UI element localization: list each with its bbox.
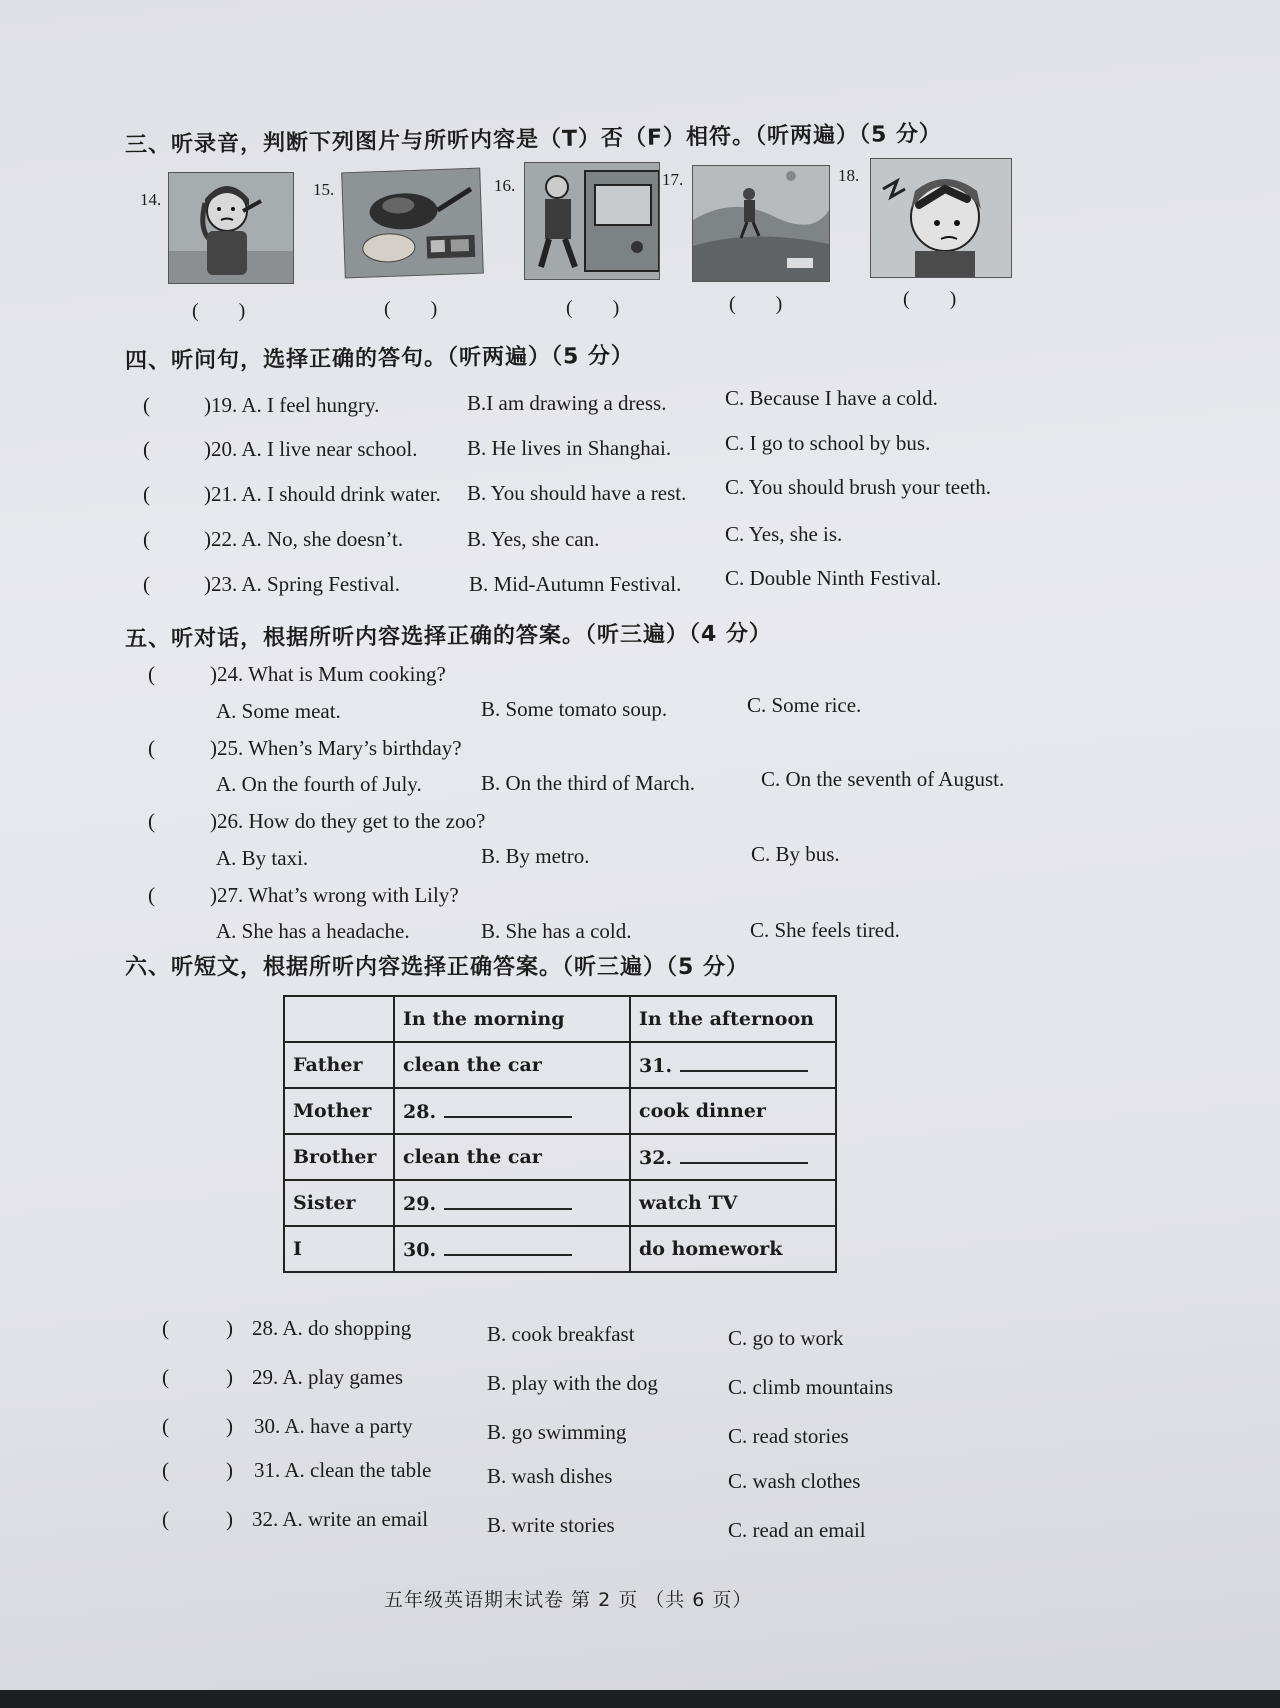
option-b: B. play with the dog xyxy=(487,1371,658,1395)
option-a: 31. A. clean the table xyxy=(254,1458,432,1482)
option-b: B. go swimming xyxy=(487,1420,627,1444)
question-stem: )25. When’s Mary’s birthday? xyxy=(210,736,462,760)
table-cell-who: I xyxy=(284,1226,394,1272)
answer-paren[interactable]: ( xyxy=(162,1316,169,1340)
answer-paren-close: ) xyxy=(226,1507,233,1531)
answer-paren[interactable]: ( xyxy=(148,883,155,907)
table-cell-who: Sister xyxy=(284,1180,394,1226)
table-row xyxy=(284,1134,836,1180)
answer-paren[interactable]: ( xyxy=(148,736,155,760)
option-b: B. You should have a rest. xyxy=(467,481,687,505)
answer-paren[interactable]: ( xyxy=(162,1507,169,1531)
option-b: B. wash dishes xyxy=(487,1464,613,1488)
answer-paren[interactable]: ( xyxy=(143,572,150,596)
option-a: 32. A. write an email xyxy=(252,1507,429,1531)
answer-paren-18[interactable]: () xyxy=(903,288,997,310)
option-a: A. On the fourth of July. xyxy=(216,772,422,796)
option-b: B. Yes, she can. xyxy=(467,527,600,551)
option-a: A. She has a headache. xyxy=(216,919,410,943)
answer-paren[interactable]: ( xyxy=(143,482,150,506)
option-c: C. By bus. xyxy=(751,842,840,866)
option-b: B.I am drawing a dress. xyxy=(467,391,667,415)
cooking-food-picture xyxy=(341,168,484,279)
option-c: C. read an email xyxy=(728,1518,866,1542)
option-c: C. wash clothes xyxy=(728,1469,861,1493)
option-c: C. Some rice. xyxy=(747,693,862,717)
answer-paren-17[interactable]: () xyxy=(729,293,823,315)
table-cell-who: Brother xyxy=(284,1134,394,1180)
question-stem: )22. A. No, she doesn’t. xyxy=(204,527,404,551)
answer-paren-14[interactable]: () xyxy=(192,300,286,322)
question-stem: )20. A. I live near school. xyxy=(204,437,418,461)
option-a: 28. A. do shopping xyxy=(252,1316,412,1340)
option-c: C. You should brush your teeth. xyxy=(725,475,992,499)
option-b: B. cook breakfast xyxy=(487,1322,635,1346)
blank-number: 31. xyxy=(639,1054,673,1077)
section-6-heading: 六、听短文，根据所听内容选择正确答案。（听三遍）（5 分） xyxy=(125,955,749,980)
answer-blank[interactable] xyxy=(444,1192,572,1210)
table-cell-morning[interactable] xyxy=(394,1088,630,1134)
option-b: B. write stories xyxy=(487,1513,615,1537)
answer-paren-close: ) xyxy=(226,1458,233,1482)
question-stem: )19. A. I feel hungry. xyxy=(204,393,380,417)
option-a: 30. A. have a party xyxy=(254,1414,413,1438)
section-3-heading: 三、听录音，判断下列图片与所听内容是（T）否（F）相符。（听两遍）（5 分） xyxy=(124,121,943,158)
item-16-number: 16. xyxy=(494,176,516,195)
answer-paren[interactable]: ( xyxy=(148,662,155,686)
table-cell-afternoon[interactable] xyxy=(630,1042,836,1088)
item-18-number: 18. xyxy=(838,166,860,185)
item-17-number: 17. xyxy=(662,170,684,189)
boy-with-headache-picture xyxy=(870,158,1012,278)
answer-paren-15[interactable]: () xyxy=(384,298,478,320)
table-row xyxy=(284,1042,836,1088)
schedule-table xyxy=(283,995,837,1273)
answer-blank[interactable] xyxy=(444,1238,572,1256)
table-cell-who: Father xyxy=(284,1042,394,1088)
table-row xyxy=(284,1226,836,1272)
blank-number: 28. xyxy=(403,1100,437,1123)
answer-paren-close: ) xyxy=(226,1316,233,1340)
item-14-number: 14. xyxy=(140,190,162,209)
question-stem: )23. A. Spring Festival. xyxy=(204,572,401,596)
table-header-cell xyxy=(284,996,394,1042)
section-5-heading: 五、听对话，根据所听内容选择正确的答案。（听三遍）（4 分） xyxy=(124,621,773,652)
option-b: B. On the third of March. xyxy=(481,771,696,795)
answer-blank[interactable] xyxy=(444,1100,572,1118)
option-c: C. I go to school by bus. xyxy=(725,431,931,455)
question-stem: )24. What is Mum cooking? xyxy=(210,662,446,686)
table-cell-afternoon: do homework xyxy=(630,1226,836,1272)
option-b: B. By metro. xyxy=(481,844,590,868)
option-a: A. Some meat. xyxy=(216,699,341,723)
blank-number: 29. xyxy=(403,1192,437,1215)
answer-paren[interactable]: ( xyxy=(143,527,150,551)
table-cell-afternoon: watch TV xyxy=(630,1180,836,1226)
table-cell-morning: clean the car xyxy=(394,1134,630,1180)
option-b: B. Mid-Autumn Festival. xyxy=(469,572,682,596)
question-stem: )26. How do they get to the zoo? xyxy=(210,809,486,833)
page-bottom-edge xyxy=(0,1690,1280,1708)
option-c: C. go to work xyxy=(728,1326,844,1350)
table-header-cell: In the afternoon xyxy=(630,996,836,1042)
option-c: C. Because I have a cold. xyxy=(725,386,938,410)
answer-paren[interactable]: ( xyxy=(162,1458,169,1482)
option-c: C. read stories xyxy=(728,1424,849,1448)
question-stem: )27. What’s wrong with Lily? xyxy=(210,883,459,907)
table-cell-morning: clean the car xyxy=(394,1042,630,1088)
option-b: B. He lives in Shanghai. xyxy=(467,436,672,460)
blank-number: 30. xyxy=(403,1238,437,1261)
option-c: C. She feels tired. xyxy=(750,918,900,942)
answer-paren[interactable]: ( xyxy=(143,393,150,417)
section-4-heading: 四、听问句，选择正确的答句。（听两遍）（5 分） xyxy=(124,343,635,374)
option-c: C. On the seventh of August. xyxy=(761,767,1005,791)
blank-number: 32. xyxy=(639,1146,673,1169)
table-header-row xyxy=(284,996,836,1042)
table-cell-who: Mother xyxy=(284,1088,394,1134)
answer-paren[interactable]: ( xyxy=(162,1414,169,1438)
answer-blank[interactable] xyxy=(680,1146,808,1164)
option-c: C. Yes, she is. xyxy=(725,522,843,546)
option-a: 29. A. play games xyxy=(252,1365,404,1389)
answer-paren[interactable]: ( xyxy=(162,1365,169,1389)
answer-paren-close: ) xyxy=(226,1365,233,1389)
option-b: B. Some tomato soup. xyxy=(481,697,668,721)
person-hiking-mountain-picture xyxy=(692,165,830,282)
answer-paren-close: ) xyxy=(226,1414,233,1438)
answer-paren[interactable]: ( xyxy=(148,809,155,833)
option-b: B. She has a cold. xyxy=(481,919,632,943)
table-cell-afternoon: cook dinner xyxy=(630,1088,836,1134)
table-cell-afternoon[interactable] xyxy=(630,1134,836,1180)
option-a: A. By taxi. xyxy=(216,846,309,870)
man-getting-on-bus-picture xyxy=(524,162,660,280)
answer-blank[interactable] xyxy=(680,1054,808,1072)
table-row xyxy=(284,1180,836,1226)
table-cell-morning[interactable] xyxy=(394,1180,630,1226)
table-header-cell: In the morning xyxy=(394,996,630,1042)
question-stem: )21. A. I should drink water. xyxy=(204,482,441,506)
table-row xyxy=(284,1088,836,1134)
option-c: C. Double Ninth Festival. xyxy=(725,566,942,590)
page-footer: 五年级英语期末试卷 第 2 页 （共 6 页） xyxy=(384,1589,753,1611)
answer-paren-16[interactable]: () xyxy=(566,297,660,319)
item-15-number: 15. xyxy=(313,180,335,199)
table-cell-morning[interactable] xyxy=(394,1226,630,1272)
option-c: C. climb mountains xyxy=(728,1375,894,1399)
girl-with-toothache-picture xyxy=(168,172,294,284)
answer-paren[interactable]: ( xyxy=(143,437,150,461)
